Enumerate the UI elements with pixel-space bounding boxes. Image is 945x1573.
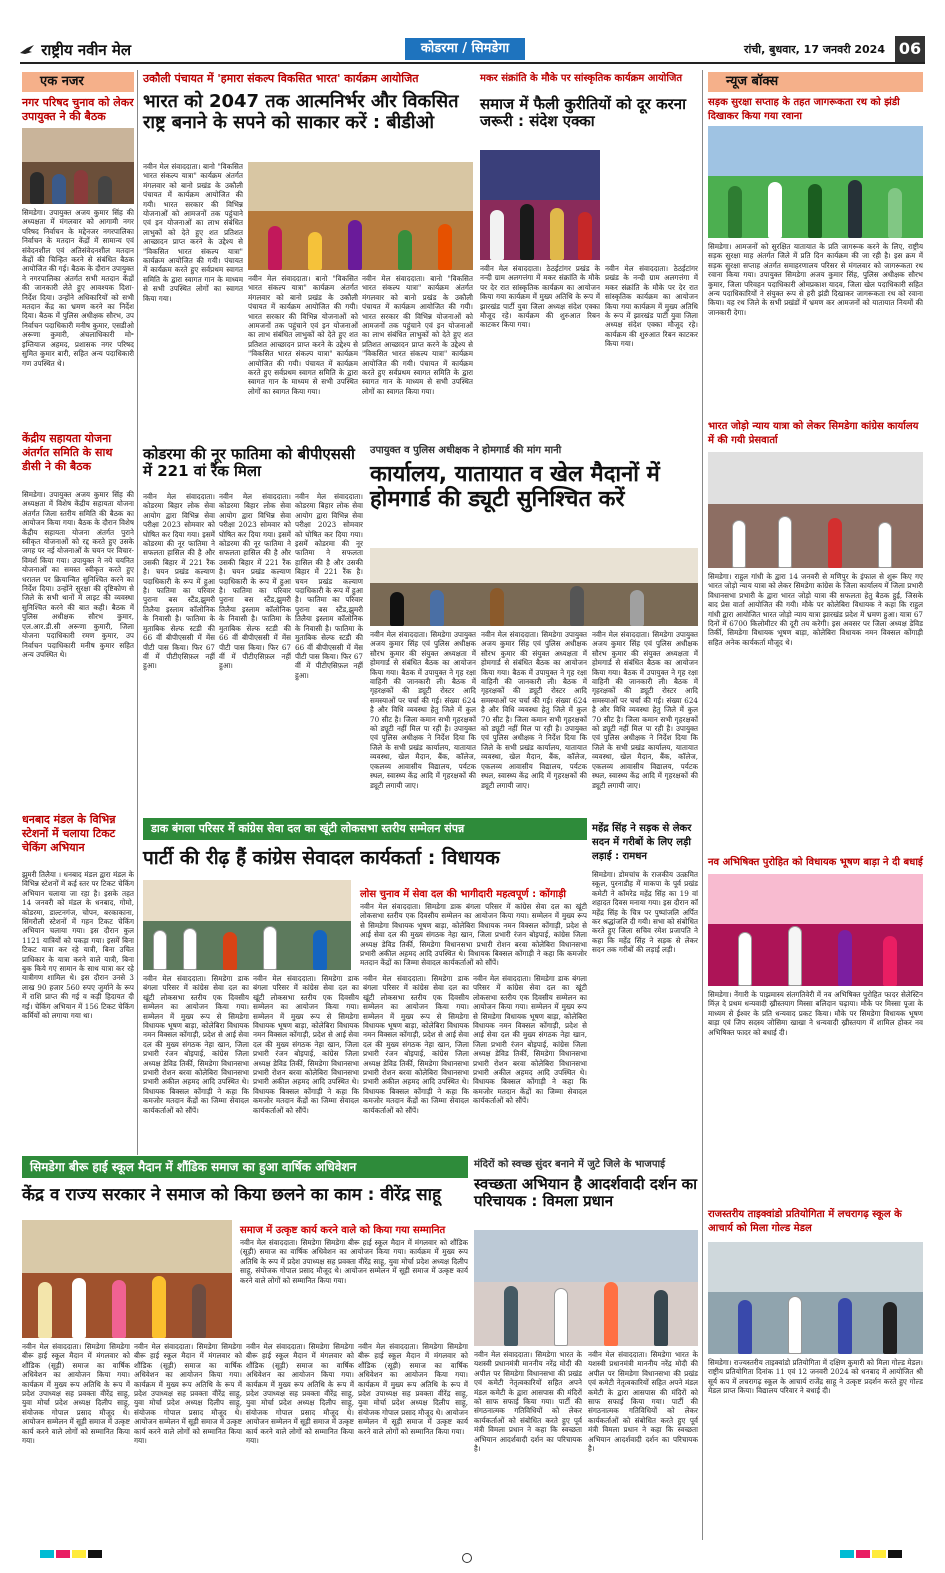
headline-swachh: स्वच्छता अभियान है आदर्शवादी दर्शन का परिचायक : विमला प्रधान bbox=[474, 1175, 697, 1211]
issue-date: रांची, बुधवार, 17 जनवरी 2024 bbox=[743, 43, 885, 56]
photo-road-safety bbox=[708, 126, 923, 238]
body-sevadal-3: नवीन मेल संवाददाता। सिमडेगा डाक बंगला परिसर में कांग्रेस सेवा दल का खूंटी लोकसभा स्तरीय एक दिवसीय सम्मेलन का आयोजन किया गया। सम्मेलन में मुख्य रूप से सिमडेगा विधायक भूषण बाड़ा, कोलेबिरा विधायक नमन विक्सल कोंगाड़ी, प्रदेश से आई सेवा दल की मुख्य संगठक नेहा खान, जिला प्रभारी रंजन बोइपाई, कांग्रेस जिला अध्यक्ष डेविड तिर्की, सिमडेगा विधानसभा प्रभारी रोशन बरवा कोलेबिरा विधानसभा प्रभारी अकील अहमद आदि उपस्थित थे। विधायक बिक्सल कोंगाड़ी ने कहा कि कमजोर मतदान केंद्रों का जिम्मा सेवादल कार्यकर्ताओं को सौंपें। bbox=[363, 974, 469, 1115]
kicker-ukauli: उकौली पंचायत में 'हमारा संकल्प विकसित भारत' कार्यक्रम आयोजित bbox=[143, 72, 419, 85]
body-bdo: नवीन मेल संवाददाता। बानो "विकसित भारत संकल्प यात्रा" कार्यक्रम अंतर्गत मंगलवार को बानो प्रखंड के उकौली पंचायत में कार्यक्रम आयोजित की गयी। भारत सरकार की विभिन्न योजनाओं को आमजनों तक पहुंचाने एवं इन योजनाओं का लाभ संबंधित लाभुकों को देते हुए शत प्रतिशत आच्छादन प्राप्त करने के उद्देश्य से "विकसित भारत संकल्प यात्रा" कार्यक्रम आयोजित की गयी। पंचायत में कार्यक्रम करते हुए सर्वप्रथम स्वागत समिति के द्वारा स्वागत गान के माध्यम से सभी उपस्थित लोगों का स्वागत किया गया। bbox=[143, 162, 243, 303]
body-samaj-2: नवीन मेल संवाददाता। ठेठईटांगर प्रखंड के नन्दी ग्राम अलगत्तंगा में मकर संक्रांति के मौके पर देर रात सांस्कृतिक कार्यक्रम का आयोजन किया गया कार्यक्रम में मुख्य अतिथि के रूप में झारखंड पार्टी युवा जिला अध्यक्ष संदेश एक्का मौजूद रहे। कार्यक्रम की शुरुआत रिबन काटकर किया गया। bbox=[605, 264, 698, 349]
print-registration-strip bbox=[20, 1548, 925, 1558]
registration-mark-icon bbox=[462, 1553, 472, 1563]
banner-sevadal: डाक बंगला परिसर में कांग्रेस सेवा दल का खूंटी लोकसभा स्तरीय सम्मेलन संपन्न bbox=[143, 818, 587, 840]
yellow-swatch bbox=[72, 1550, 86, 1558]
headline-bdo: भारत को 2047 तक आत्मनिर्भर और विकसित राष्ट्र बनाने के सपने को साकार करें : बीडीओ bbox=[143, 91, 459, 133]
cyan-swatch bbox=[40, 1550, 54, 1558]
photo-shaundik bbox=[22, 1220, 232, 1338]
headline-purohit: नव अभिषिक्त पुरोहित को विधायक भूषण बाड़ा ने दी बधाई bbox=[708, 857, 923, 868]
body-sevadal: नवीन मेल संवाददाता। सिमडेगा डाक बंगला परिसर में कांग्रेस सेवा दल का खूंटी लोकसभा स्तरीय एक दिवसीय सम्मेलन का आयोजन किया गया। सम्मेलन में मुख्य रूप से सिमडेगा विधायक भूषण बाड़ा, कोलेबिरा विधायक नमन विक्सल कोंगाड़ी, प्रदेश से आई सेवा दल की मुख्य संगठक नेहा खान, जिला प्रभारी रंजन बोइपाई, कांग्रेस जिला अध्यक्ष डेविड तिर्की, सिमडेगा विधानसभा प्रभारी रोशन बरवा कोलेबिरा विधानसभा प्रभारी अकील अहमद आदि उपस्थित थे। विधायक बिक्सल कोंगाड़ी ने कहा कि कमजोर मतदान केंद्रों का जिम्मा सेवादल कार्यकर्ताओं को सौंपें। bbox=[143, 974, 249, 1115]
body-bdo-cont-2: नवीन मेल संवाददाता। बानो "विकसित भारत संकल्प यात्रा" कार्यक्रम अंतर्गत मंगलवार को बानो प्रखंड के उकौली पंचायत में कार्यक्रम आयोजित की गयी। भारत सरकार की विभिन्न योजनाओं को आमजनों तक पहुंचाने एवं इन योजनाओं का लाभ संबंधित लाभुकों को देते हुए शत प्रतिशत आच्छादन प्राप्त करने के उद्देश्य से "विकसित भारत संकल्प यात्रा" कार्यक्रम आयोजित की गयी। पंचायत में कार्यक्रम करते हुए सर्वप्रथम स्वागत समिति के द्वारा स्वागत गान के माध्यम से सभी उपस्थित लोगों का स्वागत किया गया। bbox=[362, 274, 473, 396]
body-shaundik-2: नवीन मेल संवाददाता। सिमडेगा सिमडेगा बीरू हाई स्कूल मैदान में मंगलवार को शौंडिक (सूड़ी) समाज का वार्षिक अधिवेशन का आयोजन किया गया। कार्यक्रम में मुख्य रूप अतिथि के रूप में प्रदेश उपाध्यक्ष सह प्रवक्ता वीरेंद्र साहू, युवा मोर्चा प्रदेश अध्यक्ष दिलीप साहू, संयोजक गोपाल प्रसाद मौजूद थे। आयोजन सम्मेलन में सूड़ी समाज में उत्कृष्ट कार्य करने वाले लोगों को सम्मानित किया गया। bbox=[134, 1342, 242, 1446]
bird-logo-icon bbox=[20, 45, 34, 57]
black-swatch bbox=[88, 1550, 102, 1558]
headline-nur-fatima: कोडरमा की नूर फातिमा को बीपीएससी में 221 वां रैंक मिला bbox=[143, 445, 355, 481]
headline-sevadal: पार्टी की रीढ़ हैं कांग्रेस सेवादल कार्यकर्ता : विधायक bbox=[143, 847, 500, 869]
magenta-swatch bbox=[56, 1550, 70, 1558]
body-shaundik: नवीन मेल संवाददाता। सिमडेगा सिमडेगा बीरू हाई स्कूल मैदान में मंगलवार को शौंडिक (सूड़ी) समाज का वार्षिक अधिवेशन का आयोजन किया गया। कार्यक्रम में मुख्य रूप अतिथि के रूप में प्रदेश उपाध्यक्ष सह प्रवक्ता वीरेंद्र साहू, युवा मोर्चा प्रदेश अध्यक्ष दिलीप साहू, संयोजक गोपाल प्रसाद मौजूद थे। आयोजन सम्मेलन में सूड़ी समाज में उत्कृष्ट कार्य करने वाले लोगों को सम्मानित किया गया। bbox=[22, 1342, 130, 1446]
body-shaundik-3: नवीन मेल संवाददाता। सिमडेगा सिमडेगा बीरू हाई स्कूल मैदान में मंगलवार को शौंडिक (सूड़ी) समाज का वार्षिक अधिवेशन का आयोजन किया गया। कार्यक्रम में मुख्य रूप अतिथि के रूप में प्रदेश उपाध्यक्ष सह प्रवक्ता वीरेंद्र साहू, युवा मोर्चा प्रदेश अध्यक्ष दिलीप साहू, संयोजक गोपाल प्रसाद मौजूद थे। आयोजन सम्मेलन में सूड़ी समाज में उत्कृष्ट कार्य करने वाले लोगों को सम्मानित किया गया। bbox=[246, 1342, 354, 1446]
headline-taekwondo: राजस्तरीय ताइक्वांडो प्रतियोगिता में लचरागढ़ स्कूल के आचार्य को मिला गोल्ड मेडल bbox=[708, 1209, 902, 1234]
headline-ticket-checking: धनबाद मंडल के विभिन्न स्टेशनों में चलाया टिकट चेकिंग अभियान bbox=[22, 813, 116, 854]
photo-bharat-jodo bbox=[708, 452, 923, 568]
section-label: कोडरमा / सिमडेगा bbox=[405, 38, 525, 60]
section-tab-ek-nazar: एक नजर bbox=[22, 72, 134, 92]
yellow-swatch bbox=[872, 1550, 886, 1558]
body-nur-fatima-2: नवीन मेल संवाददाता। कोडरमा बिहार लोक सेवा आयोग द्वारा विभिन्न सेवा परीक्षा 2023 सोमवार को घोषित कर दिया गया। इसमें कोडरमा की नूर फातिमा ने सफलता हासिल की है और उसकी बिहार में 221 रैंक है। चयन प्रखंड कल्याण पदाधिकारी के रूप में हुआ है। फातिमा का परिवार पुराना बस स्टैंड,झुमरी तिलैया इस्लाम कॉलोनिक के निवासी है। फातिमा के मुताबिक सेल्फ स्टडी की 66 वीं बीपीएससी में मेंस पीटी पास किया। फिर 67 वीं में पीटीएसिफ़ल नहीं हुआ। bbox=[219, 492, 291, 671]
section-tab-news-box: न्यूज बॉक्स bbox=[708, 72, 923, 92]
page-number: 06 bbox=[895, 36, 925, 62]
photo-bdo-event bbox=[248, 162, 473, 270]
photo-homeguard-meeting bbox=[370, 548, 698, 626]
body-ticket-checking: झुमरी तिलैया । धनबाद मंडल द्वारा मंडल के विभिन्न स्टेशनों में कई स्तर पर टिकट चेकिंग अभियान चलाया जा रहा है। इसके तहत 14 जनवरी को मंडल के धनबाद, गोमो, कोडरमा, डाल्टनगंज, चोपन, बरकाकाना, सिंगरौली स्टेशनों में गहन टिकट चेकिंग अभियान चलाया गया। इस दौरान कुल 1121 यात्रियों को पकड़ा गया। इसमें बिना टिकट यात्रा कर रहे यात्री, बिना उचित प्राधिकार के यात्रा करने वाले यात्री, बिना बुक किये गए सामान के साथ यात्रा कर रहे यात्रीगण शामिल थे। इस दौरान उनसे 3 लाख 90 हजार 560 रुपए जुर्माने के रूप में राशि प्राप्त की गई व कड़ी हिदायत दी गई। चेकिंग अभियान में 156 टिकट चेकिंग कर्मियों को लगाया गया था। bbox=[22, 870, 134, 1021]
photo-taekwondo bbox=[708, 1242, 923, 1354]
kicker-swachh: मंदिरों को स्वच्छ सुंदर बनाने में जुटे जिले के भाजपाई bbox=[474, 1159, 665, 1170]
body-homeguard: नवीन मेल संवाददाता। सिमडेगा उपायुक्त अजय कुमार सिंह एवं पुलिस अधीक्षक सौरभ कुमार की संयुक्त अध्यक्षता में होमगार्ड से संबंधित बैठक का आयोजन किया गया। बैठक में उपायुक्त ने गृह रक्षा वाहिनी की जानकारी ली। बैठक में गृहरक्षकों की ड्यूटी रोस्टर आदि समस्याओं पर चर्चा की गई। संख्या 624 है और विधि व्यवस्था हेतु जिले में कुल 70 सीट है। जिला कमान सभी गृहरक्षकों को ड्यूटी नहीं मिल पा रही है। उपायुक्त एवं पुलिस अधीक्षक ने निर्देश दिया कि जिले के सभी प्रखंड कार्यालय, यातायात व्यवस्था, खेल मैदान, बैंक, कॉलेज, एकलव्य आवासीय विद्यालय, पर्यटक स्थल, स्वास्थ्य केंद्र आदि में गृहरक्षकों की ड्यूटी लगायी जाए। bbox=[370, 630, 476, 790]
body-road-safety: सिमडेगा। आमजनों को सुरक्षित यातायात के प्रति जागरूक करने के लिए, राष्ट्रीय सड़क सुरक्षा माह अंतर्गत जिले में प्रति दिन कार्यक्रम की जा रही है। इस क्रम में सड़क सुरक्षा सप्ताह अंतर्गत समाहरणालय परिसर से मंगलवार को जागरूकता रथ रवाना किया गया। उपायुक्त सिमडेगा अजय कुमार सिंह, पुलिस अधीक्षक सौरभ कुमार, जिला परिवहन पदाधिकारी ओमप्रकाश यादव, जिला खेल पदाधिकारी सहित अन्य पदाधिकारियों ने संयुक्त रूप से हरी झंडी दिखाकर जागरूकता रथ को रवाना किया। यह रथ जिले के सभी प्रखंडों में भ्रमण कर आमजनों को यातायात नियमों की जानकारी देगा। bbox=[708, 242, 923, 317]
headline-road-safety: सड़क सुरक्षा सप्ताह के तहत जागरूकता रथ को झंडी दिखाकर किया गया रवाना bbox=[708, 97, 900, 122]
body-nur-fatima-3: नवीन मेल संवाददाता। कोडरमा बिहार लोक सेवा आयोग द्वारा विभिन्न सेवा परीक्षा 2023 सोमवार को घोषित कर दिया गया। इसमें कोडरमा की नूर फातिमा ने सफलता हासिल की है और उसकी बिहार में 221 रैंक है। चयन प्रखंड कल्याण पदाधिकारी के रूप में हुआ है। फातिमा का परिवार पुराना बस स्टैंड,झुमरी तिलैया इस्लाम कॉलोनिक के निवासी है। फातिमा के मुताबिक सेल्फ स्टडी की 66 वीं बीपीएससी में मेंस पीटी पास किया। फिर 67 वीं में पीटीएसिफ़ल नहीं हुआ। bbox=[295, 492, 363, 680]
body-shaundik-4: नवीन मेल संवाददाता। सिमडेगा सिमडेगा बीरू हाई स्कूल मैदान में मंगलवार को शौंडिक (सूड़ी) समाज का वार्षिक अधिवेशन का आयोजन किया गया। कार्यक्रम में मुख्य रूप अतिथि के रूप में प्रदेश उपाध्यक्ष सह प्रवक्ता वीरेंद्र साहू, युवा मोर्चा प्रदेश अध्यक्ष दिलीप साहू, संयोजक गोपाल प्रसाद मौजूद थे। आयोजन सम्मेलन में सूड़ी समाज में उत्कृष्ट कार्य करने वाले लोगों को सम्मानित किया गया। bbox=[358, 1342, 468, 1436]
body-sevadal-4: नवीन मेल संवाददाता। सिमडेगा डाक बंगला परिसर में कांग्रेस सेवा दल का खूंटी लोकसभा स्तरीय एक दिवसीय सम्मेलन का आयोजन किया गया। सम्मेलन में मुख्य रूप से सिमडेगा विधायक भूषण बाड़ा, कोलेबिरा विधायक नमन विक्सल कोंगाड़ी, प्रदेश से आई सेवा दल की मुख्य संगठक नेहा खान, जिला प्रभारी रंजन बोइपाई, कांग्रेस जिला अध्यक्ष डेविड तिर्की, सिमडेगा विधानसभा प्रभारी रोशन बरवा कोलेबिरा विधानसभा प्रभारी अकील अहमद आदि उपस्थित थे। विधायक बिक्सल कोंगाड़ी ने कहा कि कमजोर मतदान केंद्रों का जिम्मा सेवादल कार्यकर्ताओं को सौंपें। bbox=[473, 974, 587, 1106]
body-samaj: नवीन मेल संवाददाता। ठेठईटांगर प्रखंड के नन्दी ग्राम अलगत्तंगा में मकर संक्रांति के मौके पर देर रात सांस्कृतिक कार्यक्रम का आयोजन किया गया कार्यक्रम में मुख्य अतिथि के रूप में झारखंड पार्टी युवा जिला अध्यक्ष संदेश एक्का मौजूद रहे। कार्यक्रम की शुरुआत रिबन काटकर किया गया। bbox=[480, 264, 600, 330]
subhead-sevadal: लोस चुनाव में सेवा दल की भागीदारी महत्वपूर्ण : कोंगाड़ी bbox=[360, 889, 567, 900]
photo-purohit bbox=[708, 874, 923, 986]
body-swachh: नवीन मेल संवाददाता। सिमडेगा भारत के यशस्वी प्रधानमंत्री माननीय नरेंद्र मोदी की अपील पर सिमडेगा विधानसभा की प्रखंड एवं कमेटी नेतृत्वकारियों सहित अपने मंडल कमेटी के द्वारा आसपास की मंदिरों को साफ सफाई किया गया। पार्टी की संगठनात्मक गतिविधियों को लेकर कार्यकर्ताओं को संबोधित करते हुए पूर्व मंत्री विमला प्रधान ने कहा कि स्वच्छता अभियान आदर्शवादी दर्शन का परिचायक है। bbox=[474, 1350, 582, 1454]
headline-nagar-parishad: नगर परिषद चुनाव को लेकर उपायुक्त ने की बैठक bbox=[22, 96, 134, 123]
banner-shaundik: सिमडेगा बीरू हाई स्कूल मैदान में शौंडिक समाज का हुआ वार्षिक अधिवेशन bbox=[22, 1156, 468, 1178]
photo-samaj bbox=[480, 150, 600, 260]
body-bharat-jodo: सिमडेगा। राहुल गांधी के द्वारा 14 जनवरी से मणिपुर के इंफाल से शुरू किए गए भारत जोड़ो न्याय यात्रा को लेकर सिमडेगा कांग्रेस के जिला कार्यालय में जिला प्रभारी विधानसभा प्रभारी के द्वारा भारत जोड़ो यात्रा की सफलता हेतु बैठक हुई, जिसके बाद प्रेस वार्ता आयोजित की गयी। मौके पर कोलेबिरा विधायक ने कहा कि राहुल गांधी द्वारा आयोजित भारत जोड़ो न्याय यात्रा झारखंड प्रदेश में भ्रमण हुआ। यात्रा 67 दिनों में 6700 किलोमीटर की दूरी तय करेगी। इस अवसर पर जिला अध्यक्ष डेविड तिर्की, सिमडेगा विधायक भूषण बाड़ा, कोलेबिरा विधायक नमन विक्सल कोंगाड़ी सहित अनेक कार्यकर्ता मौजूद थे। bbox=[708, 572, 923, 647]
body-kendriya-sahayata: सिमडेगा। उपायुक्त अजय कुमार सिंह की अध्यक्षता में विशेष केंद्रीय सहायता योजना अंतर्गत जिला स्तरीय समिति की बैठक का आयोजन किया गया। बैठक के दौरान विशेष केंद्रीय सहायता योजना अंतर्गत पुराने स्वीकृत योजनाओं को रद्द करते हुए उसके जगह पर नई योजनाओं के चयन पर विचार-विमर्श किया गया। उपायुक्त ने नये चयनित योजनाओं का समस्त स्वीकृत करते हुए धरातल पर क्रियान्वित सुनिश्चित करने का निर्देश दिया। उन्होंने सुरक्षा की दृष्टिकोण से जिले के सभी थानों में लाइट की व्यवस्था सुनिश्चित करने की बात कही। बैठक में पुलिस अधीक्षक सौरभ कुमार, एल.आर.डी.सी अरूणा कुमारी, जिला योजना पदाधिकारी रमण कुमार, उप निर्वाचन पदाधिकारी मनीष कुमार सहित अन्य उपस्थित थे। bbox=[22, 490, 134, 659]
photo-swachh bbox=[474, 1230, 698, 1346]
body-nur-fatima: नवीन मेल संवाददाता। कोडरमा बिहार लोक सेवा आयोग द्वारा विभिन्न सेवा परीक्षा 2023 सोमवार को घोषित कर दिया गया। इसमें कोडरमा की नूर फातिमा ने सफलता हासिल की है और उसकी बिहार में 221 रैंक है। चयन प्रखंड कल्याण पदाधिकारी के रूप में हुआ है। फातिमा का परिवार पुराना बस स्टैंड,झुमरी तिलैया इस्लाम कॉलोनिक के निवासी है। फातिमा के मुताबिक सेल्फ स्टडी की 66 वीं बीपीएससी में मेंस पीटी पास किया। फिर 67 वीं में पीटीएसिफ़ल नहीं हुआ। bbox=[143, 492, 215, 671]
cyan-swatch bbox=[840, 1550, 854, 1558]
body-nagar-parishad: सिमडेगा। उपायुक्त अजय कुमार सिंह की अध्यक्षता में मंगलवार को आगामी नगर परिषद निर्वाचन के मद्देनजर नगरपालिका निर्वाचन के मतदान केंद्रों में सामान्य एवं संवेदनशील एवं अतिसंवेदनशील मतदान केंद्रों की चिन्हित करने से संबंधित बैठक आयोजित की गई। बैठक के दौरान उपायुक्त ने नगरपालिका अंतर्गत सभी मतदान केंद्रों की जानकारी लेते हुए आवश्यक दिशा-निर्देश दिया। उन्होंने अधिकारियों को सभी मतदान केंद्र का भ्रमण करने का निर्देश दिया। बैठक में पुलिस अधीक्षक सौरभ, उप निर्वाचन पदाधिकारी मनीष कुमार, एसडीओ अरूणा कुमारी, अंचलाधिकारी मो॰ इम्तियाज अहमद, प्रशासक नगर परिषद सुमित कुमार बारी, सहित अन्य पदाधिकारी गण उपस्थित थे। bbox=[22, 208, 134, 368]
kicker-homeguard: उपायुक्त व पुलिस अधीक्षक ने होमगार्ड की मांग मानी bbox=[370, 445, 562, 456]
body-swachh-2: नवीन मेल संवाददाता। सिमडेगा भारत के यशस्वी प्रधानमंत्री माननीय नरेंद्र मोदी की अपील पर सिमडेगा विधानसभा की प्रखंड एवं कमेटी नेतृत्वकारियों सहित अपने मंडल कमेटी के द्वारा आसपास की मंदिरों को साफ सफाई किया गया। पार्टी की संगठनात्मक गतिविधियों को लेकर कार्यकर्ताओं को संबोधित करते हुए पूर्व मंत्री विमला प्रधान ने कहा कि स्वच्छता अभियान आदर्शवादी दर्शन का परिचायक है। bbox=[588, 1350, 698, 1454]
headline-kendriya-sahayata: केंद्रीय सहायता योजना अंतर्गत समिति के साथ डीसी ने की बैठक bbox=[22, 432, 113, 473]
headline-mahendra: महेंद्र सिंह ने सड़क से लेकर सदन में गरीबों के लिए लड़ी लड़ाई : रामधन bbox=[592, 823, 692, 862]
body-purohit: सिमडेगा। नेंगारी के पाझमास्य संतगतिवेरी में नव अभिषिक्त पुरोहित फादर सेलेस्टिन मिंज़ दे प्रथम धन्यवादी ख्रीस्तयाग मिस्सा बलिदान चढ़ाया। मौके पर मिस्सा पूजा के माध्यम से ईश्वर के प्रति धन्यवाद प्रकट किया। मौके पर सिमडेगा विधायक भूषण बाड़ा एवं जिप सदस्य जोसिमा खाखा ने धन्यवादी ख्रीस्तयाग में शामिल होकर नव अभिषिक्त फादर को बधाई दी। bbox=[708, 990, 923, 1037]
subhead-shaundik: समाज में उत्कृष्ट कार्य करने वाले को किया गया सम्मानित bbox=[240, 1225, 446, 1236]
headline-shaundik: केंद्र व राज्य सरकार ने समाज को किया छलने का काम : वीरेंद्र साहू bbox=[22, 1185, 442, 1205]
body-homeguard-3: नवीन मेल संवाददाता। सिमडेगा उपायुक्त अजय कुमार सिंह एवं पुलिस अधीक्षक सौरभ कुमार की संयुक्त अध्यक्षता में होमगार्ड से संबंधित बैठक का आयोजन किया गया। बैठक में उपायुक्त ने गृह रक्षा वाहिनी की जानकारी ली। बैठक में गृहरक्षकों की ड्यूटी रोस्टर आदि समस्याओं पर चर्चा की गई। संख्या 624 है और विधि व्यवस्था हेतु जिले में कुल 70 सीट है। जिला कमान सभी गृहरक्षकों को ड्यूटी नहीं मिल पा रही है। उपायुक्त एवं पुलिस अधीक्षक ने निर्देश दिया कि जिले के सभी प्रखंड कार्यालय, यातायात व्यवस्था, खेल मैदान, बैंक, कॉलेज, एकलव्य आवासीय विद्यालय, पर्यटक स्थल, स्वास्थ्य केंद्र आदि में गृहरक्षकों की ड्यूटी लगायी जाए। bbox=[592, 630, 698, 790]
paper-name bbox=[20, 40, 131, 60]
black-swatch bbox=[888, 1550, 902, 1558]
photo-meeting-1 bbox=[22, 128, 134, 204]
headline-bharat-jodo: भारत जोड़ो न्याय यात्रा को लेकर सिमडेगा कांग्रेस कार्यालय में की गयी प्रेसवार्ता bbox=[708, 421, 919, 446]
body-taekwondo: सिमडेगा। राज्यस्तरीय ताइक्वांडो प्रतियोगिता में दक्षिण कुमारी को मिला गोल्ड मेडल। राष्ट्रीय प्रतियोगिता दिनांक 11 एवं 12 जनवरी 2024 को धनबाद में आयोजित श्री सूर्य कप में लचरागढ़ स्कूल के आचार्य राजेंद्र साहू ने उत्कृष्ट प्रदर्शन करते हुए गोल्ड मेडल प्राप्त किया। विद्यालय परिवार ने बधाई दी। bbox=[708, 1358, 923, 1396]
body-shaundik-top: नवीन मेल संवाददाता। सिमडेगा सिमडेगा बीरू हाई स्कूल मैदान में मंगलवार को शौंडिक (सूड़ी) समाज का वार्षिक अधिवेशन का आयोजन किया गया। कार्यक्रम में मुख्य रूप अतिथि के रूप में प्रदेश उपाध्यक्ष सह प्रवक्ता वीरेंद्र साहू, युवा मोर्चा प्रदेश अध्यक्ष दिलीप साहू, संयोजक गोपाल प्रसाद मौजूद थे। आयोजन सम्मेलन में सूड़ी समाज में उत्कृष्ट कार्य करने वाले लोगों को सम्मानित किया गया। bbox=[240, 1238, 468, 1285]
body-mahendra: सिमडेगा। डोमचांच के राजकीय उत्क्रमित स्कूल, पुरनाडीह में माकपा के पूर्व प्रखंड कमेटी ने कॉमरेड महेंद्र सिंह का 19 वां शहादत दिवस मनाया गया। इस दौरान कॉ महेंद्र सिंह के चित्र पर पुष्पांजलि अर्पित कर श्रद्धांजलि दी गयी। सभा को संबोधित करते हुए जिला सचिव रमेश प्रजापति ने कहा कि महेंद्र सिंह ने सड़क से लेकर सदन तक गरीबों की लड़ाई लड़ी। bbox=[592, 870, 698, 955]
paper-name-text: राष्ट्रीय नवीन मेल bbox=[41, 41, 132, 59]
column-divider bbox=[137, 70, 138, 1155]
kicker-makar-sankranti: मकर संक्रांति के मौके पर सांस्कृतिक कार्यक्रम आयोजित bbox=[480, 73, 683, 84]
body-homeguard-2: नवीन मेल संवाददाता। सिमडेगा उपायुक्त अजय कुमार सिंह एवं पुलिस अधीक्षक सौरभ कुमार की संयुक्त अध्यक्षता में होमगार्ड से संबंधित बैठक का आयोजन किया गया। बैठक में उपायुक्त ने गृह रक्षा वाहिनी की जानकारी ली। बैठक में गृहरक्षकों की ड्यूटी रोस्टर आदि समस्याओं पर चर्चा की गई। संख्या 624 है और विधि व्यवस्था हेतु जिले में कुल 70 सीट है। जिला कमान सभी गृहरक्षकों को ड्यूटी नहीं मिल पा रही है। उपायुक्त एवं पुलिस अधीक्षक ने निर्देश दिया कि जिले के सभी प्रखंड कार्यालय, यातायात व्यवस्था, खेल मैदान, बैंक, कॉलेज, एकलव्य आवासीय विद्यालय, पर्यटक स्थल, स्वास्थ्य केंद्र आदि में गृहरक्षकों की ड्यूटी लगायी जाए। bbox=[481, 630, 587, 790]
magenta-swatch bbox=[856, 1550, 870, 1558]
masthead bbox=[20, 38, 925, 64]
body-sevadal-2: नवीन मेल संवाददाता। सिमडेगा डाक बंगला परिसर में कांग्रेस सेवा दल का खूंटी लोकसभा स्तरीय एक दिवसीय सम्मेलन का आयोजन किया गया। सम्मेलन में मुख्य रूप से सिमडेगा विधायक भूषण बाड़ा, कोलेबिरा विधायक नमन विक्सल कोंगाड़ी, प्रदेश से आई सेवा दल की मुख्य संगठक नेहा खान, जिला प्रभारी रंजन बोइपाई, कांग्रेस जिला अध्यक्ष डेविड तिर्की, सिमडेगा विधानसभा प्रभारी रोशन बरवा कोलेबिरा विधानसभा प्रभारी अकील अहमद आदि उपस्थित थे। विधायक बिक्सल कोंगाड़ी ने कहा कि कमजोर मतदान केंद्रों का जिम्मा सेवादल कार्यकर्ताओं को सौंपें। bbox=[253, 974, 359, 1115]
body-bdo-cont: नवीन मेल संवाददाता। बानो "विकसित भारत संकल्प यात्रा" कार्यक्रम अंतर्गत मंगलवार को बानो प्रखंड के उकौली पंचायत में कार्यक्रम आयोजित की गयी। भारत सरकार की विभिन्न योजनाओं को आमजनों तक पहुंचाने एवं इन योजनाओं का लाभ संबंधित लाभुकों को देते हुए शत प्रतिशत आच्छादन प्राप्त करने के उद्देश्य से "विकसित भारत संकल्प यात्रा" कार्यक्रम आयोजित की गयी। पंचायत में कार्यक्रम करते हुए सर्वप्रथम स्वागत समिति के द्वारा स्वागत गान के माध्यम से सभी उपस्थित लोगों का स्वागत किया गया। bbox=[248, 274, 358, 396]
photo-sevadal bbox=[143, 880, 351, 970]
headline-homeguard: कार्यालय, यातायात व खेल मैदानों में होमगार्ड की ड्यूटी सुनिश्चित करें bbox=[370, 462, 660, 513]
column-divider bbox=[702, 70, 703, 1540]
body-sevadal-top: नवीन मेल संवाददाता। सिमडेगा डाक बंगला परिसर में कांग्रेस सेवा दल का खूंटी लोकसभा स्तरीय एक दिवसीय सम्मेलन का आयोजन किया गया। सम्मेलन में मुख्य रूप से सिमडेगा विधायक भूषण बाड़ा, कोलेबिरा विधायक नमन विक्सल कोंगाड़ी, प्रदेश से आई सेवा दल की मुख्य संगठक नेहा खान, जिला प्रभारी रंजन बोइपाई, कांग्रेस जिला अध्यक्ष डेविड तिर्की, सिमडेगा विधानसभा प्रभारी रोशन बरवा कोलेबिरा विधानसभा प्रभारी अकील अहमद आदि उपस्थित थे। विधायक बिक्सल कोंगाड़ी ने कहा कि कमजोर मतदान केंद्रों का जिम्मा सेवादल कार्यकर्ताओं को सौंपें। bbox=[360, 902, 587, 968]
headline-samaj: समाज में फैली कुरीतियों को दूर करना जरूरी : संदेश एक्का bbox=[480, 95, 686, 131]
